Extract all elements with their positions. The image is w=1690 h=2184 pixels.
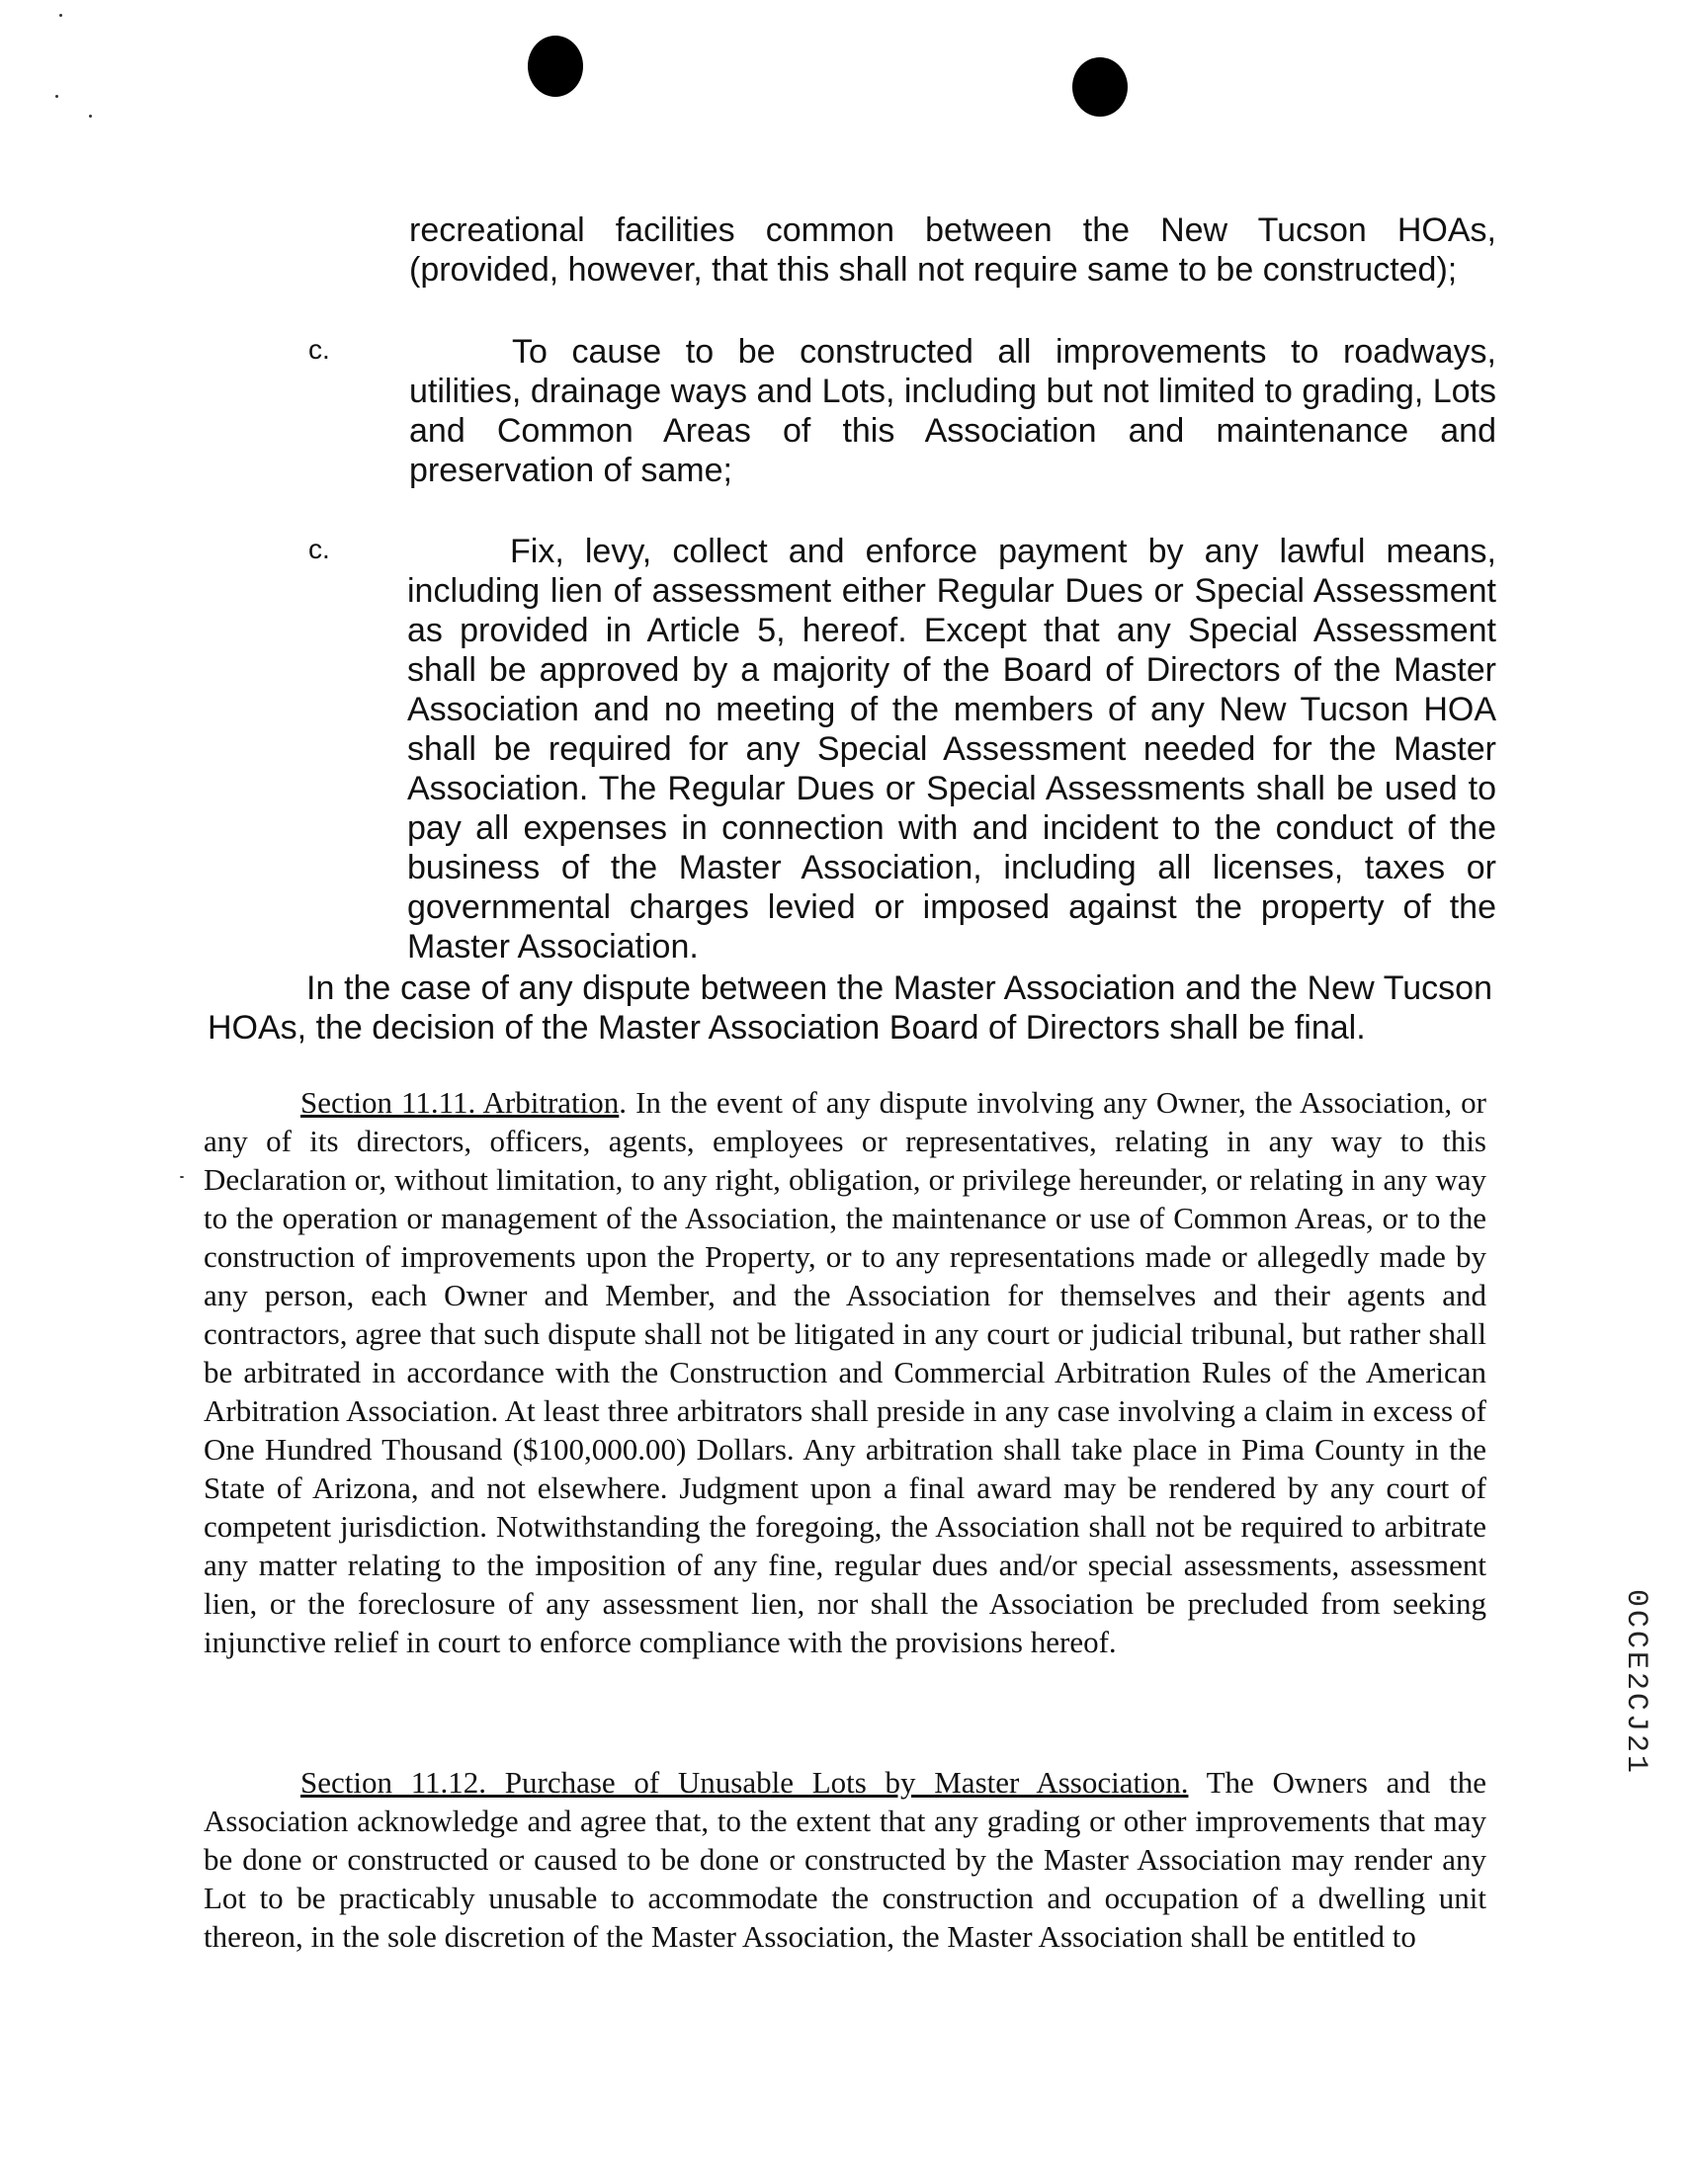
section-body: The Owners and the Association acknowledge and agree that, to the extent that any grading or other improvements that may be done or constructed or caused to be done or constructed by the Master Association may render any Lot to be practicably unusable to accommodate the construction and occupation of a dwelling unit thereon, in the sole discretion of the Master Association, the Master Association shall be entitled to — [204, 1765, 1486, 1954]
scan-speck — [89, 115, 92, 118]
punch-hole-right — [1072, 57, 1128, 117]
list-marker: c. — [308, 534, 330, 564]
section-11-11 — [204, 1083, 1486, 1661]
punch-hole-left — [528, 36, 583, 97]
scan-speck — [55, 95, 58, 98]
scan-speck — [180, 1176, 184, 1178]
list-item-text: Fix, levy, collect and enforce payment by any lawful means, including lien of assessment either Regular Dues or Special Assessment as provided in Article 5, hereof. Except that any Special Assessment shall be approved by a majority of the Board of Directors of the Master Association and no meeting of the members of any New Tucson HOA shall be required for any Special Assessment needed for the Master Association. The Regular Dues or Special Assessments shall be used to pay all expenses in connection with and incident to the conduct of the business of the Master Association, including all licenses, taxes or governmental charges levied or imposed against the property of the Master Association. — [407, 533, 1496, 966]
list-marker: c. — [308, 334, 330, 365]
continuation-paragraph: recreational facilities common between the New Tucson HOAs, (provided, however, that this shall not require same to be constructed); — [409, 211, 1496, 289]
section-body: . In the event of any dispute involving any Owner, the Association, or any of its directors, officers, agents, employees or representatives, relating in any way to this Declaration or, without limitation, to any right, obligation, or privilege hereunder, or relating in any way to the operation or management of the Association, the maintenance or use of Common Areas, or to the construction of improvements upon the Property, or to any representations made or allegedly made by any person, each Owner and Member, and the Association for themselves and their agents and contractors, agree that such dispute shall not be litigated in any court or judicial tribunal, but rather shall be arbitrated in accordance with the Construction and Commercial Arbitration Rules of the American Arbitration Association. At least three arbitrators shall preside in any case involving a claim in excess of One Hundred Thousand ($100,000.00) Dollars. Any arbitration shall take place in Pima County in the State of Arizona, and not elsewhere. Judgment upon a final award may be rendered by any court of competent jurisdiction. Notwithstanding the foregoing, the Association shall not be required to arbitrate any matter relating to the imposition of any fine, regular dues and/or special assessments, assessment lien, or the foreclosure of any assessment lien, nor shall the Association be precluded from seeking injunctive relief in court to enforce compliance with the provisions hereof. — [204, 1085, 1487, 1659]
dispute-paragraph: In the case of any dispute between the Master Association and the New Tucson HOAs, the decision of the Master Association Board of Directors shall be final. — [208, 969, 1492, 1047]
section-heading: Section 11.11. Arbitration — [300, 1085, 620, 1120]
recording-stamp: 0CCE2CJ21 — [1619, 1589, 1652, 1777]
list-item-text: To cause to be constructed all improvements to roadways, utilities, drainage ways and Lots, including but not limited to grading, Lots and Common Areas of this Association and maintenance and preservation of same; — [409, 333, 1496, 489]
section-11-12 — [204, 1763, 1486, 1956]
scan-speck — [59, 14, 62, 17]
section-heading: Section 11.12. Purchase of Unusable Lots by Master Association. — [300, 1765, 1189, 1800]
